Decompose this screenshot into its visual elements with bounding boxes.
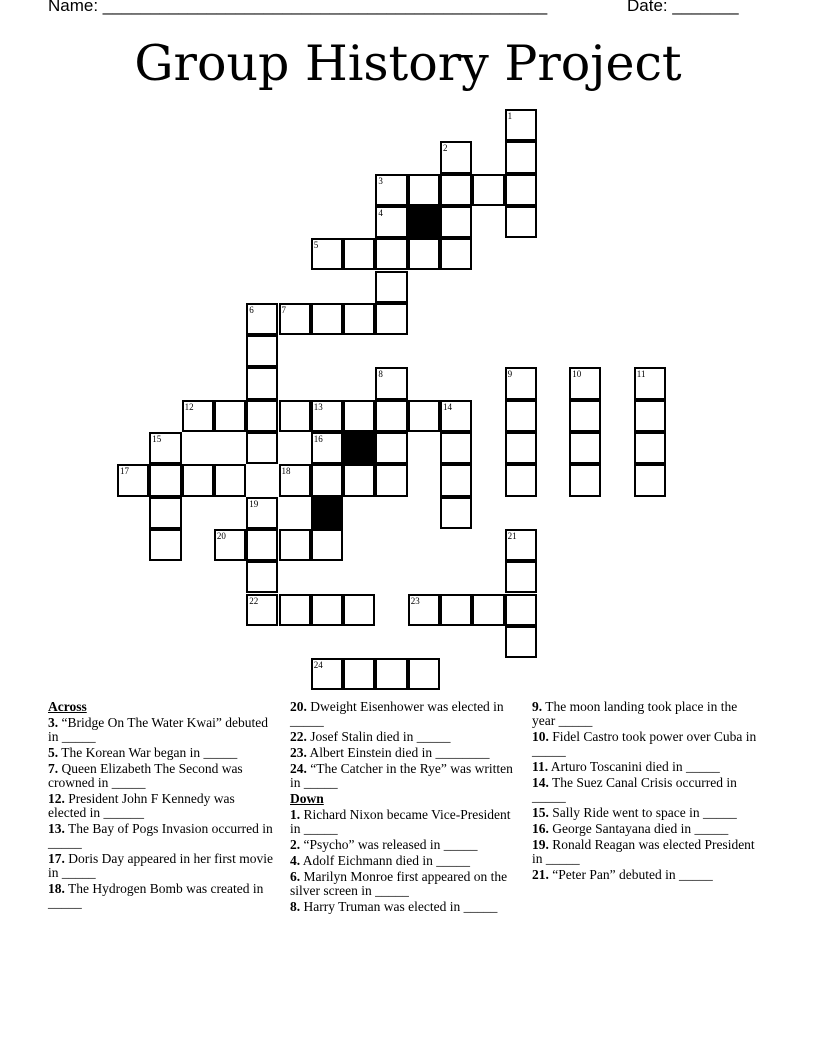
crossword-cell[interactable]	[375, 303, 407, 335]
cell-number: 7	[281, 304, 286, 315]
cell-number: 8	[378, 369, 383, 380]
crossword-block-cell	[408, 206, 440, 238]
clue-item	[290, 808, 516, 836]
crossword-cell[interactable]	[311, 432, 343, 464]
crossword-cell[interactable]	[343, 238, 375, 270]
crossword-cell[interactable]	[279, 529, 311, 561]
clue-number: 3.	[48, 715, 59, 730]
clue-number: 15.	[532, 805, 549, 820]
page-title: Group History Project	[134, 35, 682, 92]
clue-number: 7.	[48, 761, 59, 776]
crossword-cell[interactable]	[311, 464, 343, 496]
crossword-cell[interactable]	[408, 594, 440, 626]
crossword-cell[interactable]	[246, 303, 278, 335]
crossword-cell[interactable]	[343, 400, 375, 432]
cell-number: 6	[249, 304, 254, 315]
crossword-cell[interactable]	[505, 594, 537, 626]
clue-text: “Bridge On The Water Kwai” debuted in _____	[48, 715, 268, 744]
crossword-cell[interactable]	[505, 561, 537, 593]
cell-number: 18	[281, 466, 291, 477]
clue-text: Doris Day appeared in her first movie in _____	[48, 851, 273, 880]
date-field-label: Date: _______	[627, 0, 739, 15]
crossword-cell[interactable]	[408, 238, 440, 270]
clue-item	[290, 730, 516, 744]
crossword-cell[interactable]	[634, 367, 666, 399]
clue-number: 5.	[48, 745, 59, 760]
crossword-cell[interactable]	[440, 400, 472, 432]
clue-number: 2.	[290, 837, 301, 852]
cell-number: 3	[378, 175, 383, 186]
cell-number: 20	[216, 530, 226, 541]
crossword-cell[interactable]	[149, 432, 181, 464]
cell-number: 13	[313, 401, 323, 412]
crossword-cell[interactable]	[569, 400, 601, 432]
clue-number: 16.	[532, 821, 549, 836]
clue-text: Albert Einstein died in ________	[306, 745, 490, 760]
crossword-cell[interactable]	[149, 497, 181, 529]
clue-item	[532, 760, 758, 774]
cell-number: 24	[313, 660, 323, 671]
clue-number: 19.	[532, 837, 549, 852]
crossword-cell[interactable]	[214, 464, 246, 496]
crossword-cell[interactable]	[440, 238, 472, 270]
clue-item	[48, 746, 274, 760]
crossword-cell[interactable]	[214, 529, 246, 561]
crossword-cell[interactable]	[311, 594, 343, 626]
crossword-cell[interactable]	[311, 529, 343, 561]
crossword-cell[interactable]	[505, 432, 537, 464]
crossword-cell[interactable]	[246, 497, 278, 529]
crossword-cell[interactable]	[246, 335, 278, 367]
crossword-cell[interactable]	[408, 658, 440, 690]
cell-number: 12	[184, 401, 194, 412]
clue-number: 17.	[48, 851, 65, 866]
clue-item	[532, 868, 758, 882]
crossword-cell[interactable]	[505, 529, 537, 561]
crossword-cell[interactable]	[440, 174, 472, 206]
clue-section-heading: Across	[48, 699, 87, 714]
crossword-cell[interactable]	[375, 367, 407, 399]
clue-item	[48, 822, 274, 850]
crossword-cell[interactable]	[505, 400, 537, 432]
clue-number: 18.	[48, 881, 65, 896]
crossword-cell[interactable]	[408, 400, 440, 432]
clue-item	[290, 838, 516, 852]
clue-item	[290, 870, 516, 898]
clue-text: George Santayana died in _____	[548, 821, 729, 836]
crossword-cell[interactable]	[440, 497, 472, 529]
clue-number: 14.	[532, 775, 549, 790]
clue-item	[290, 854, 516, 868]
crossword-cell[interactable]	[634, 432, 666, 464]
clue-number: 4.	[290, 853, 301, 868]
clue-number: 13.	[48, 821, 65, 836]
cell-number: 4	[378, 207, 383, 218]
clue-text: The moon landing took place in the year _____	[532, 699, 738, 728]
crossword-cell[interactable]	[569, 464, 601, 496]
crossword-cell[interactable]	[343, 303, 375, 335]
clue-text: Adolf Eichmann died in _____	[300, 853, 470, 868]
clue-item	[48, 852, 274, 880]
crossword-cell[interactable]	[311, 238, 343, 270]
clue-number: 11.	[532, 759, 549, 774]
cell-number: 16	[313, 434, 323, 444]
cell-number: 9	[507, 369, 513, 380]
crossword-cell[interactable]	[311, 400, 343, 432]
cell-number: 15	[152, 434, 162, 444]
clue-number: 8.	[290, 899, 301, 914]
clue-item	[290, 900, 516, 914]
clues-column-3	[532, 700, 758, 884]
crossword-cell[interactable]	[149, 529, 181, 561]
crossword-cell[interactable]	[634, 464, 666, 496]
clue-text: Sally Ride went to space in _____	[548, 805, 737, 820]
clue-text: The Bay of Pogs Invasion occurred in _____	[48, 821, 273, 850]
cell-number: 14	[443, 401, 452, 412]
cell-number: 22	[249, 595, 259, 606]
crossword-cell[interactable]	[505, 206, 537, 238]
crossword-cell[interactable]	[440, 432, 472, 464]
crossword-cell[interactable]	[182, 464, 214, 496]
crossword-cell[interactable]	[375, 206, 407, 238]
crossword-cell[interactable]	[472, 174, 504, 206]
clue-item	[290, 746, 516, 760]
clue-item	[532, 776, 758, 804]
crossword-cell[interactable]	[375, 658, 407, 690]
clue-number: 23.	[290, 745, 307, 760]
crossword-cell[interactable]	[246, 432, 278, 464]
clue-text: The Korean War began in _____	[58, 745, 238, 760]
clue-number: 9.	[532, 699, 543, 714]
clue-text: Ronald Reagan was elected President in _____	[532, 837, 755, 866]
clue-text: President John F Kennedy was elected in ______	[48, 791, 235, 820]
crossword-cell[interactable]	[246, 400, 278, 432]
crossword-cell[interactable]	[408, 174, 440, 206]
crossword-cell[interactable]	[375, 432, 407, 464]
clue-number: 12.	[48, 791, 65, 806]
clues-column-2	[290, 700, 516, 916]
clue-section-heading: Down	[290, 791, 324, 806]
crossword-cell[interactable]	[246, 529, 278, 561]
crossword-cell[interactable]	[182, 400, 214, 432]
clue-item	[48, 716, 274, 744]
crossword-cell[interactable]	[311, 658, 343, 690]
clue-item	[48, 792, 274, 820]
clue-number: 6.	[290, 869, 301, 884]
crossword-cell[interactable]	[214, 400, 246, 432]
clue-number: 24.	[290, 761, 307, 776]
crossword-block-cell	[311, 497, 343, 529]
clue-item	[532, 822, 758, 836]
crossword-cell[interactable]	[505, 174, 537, 206]
cell-number: 11	[636, 369, 646, 380]
crossword-cell[interactable]	[246, 367, 278, 399]
clue-item	[532, 806, 758, 820]
cell-number: 23	[410, 595, 420, 606]
crossword-cell[interactable]	[279, 400, 311, 432]
crossword-cell[interactable]	[440, 594, 472, 626]
clue-item	[48, 882, 274, 910]
clue-number: 10.	[532, 729, 549, 744]
cell-number: 10	[572, 369, 582, 380]
crossword-cell[interactable]	[375, 238, 407, 270]
crossword-cell[interactable]	[505, 367, 537, 399]
clue-text: The Hydrogen Bomb was created in _____	[48, 881, 264, 910]
crossword-cell[interactable]	[311, 303, 343, 335]
clue-number: 20.	[290, 699, 307, 714]
clue-text: Richard Nixon became Vice-President in _____	[290, 807, 511, 836]
crossword-cell[interactable]	[375, 271, 407, 303]
crossword-cell[interactable]	[343, 658, 375, 690]
cell-number: 21	[507, 530, 517, 541]
clue-text: Dweight Eisenhower was elected in _____	[290, 699, 504, 728]
clue-item	[48, 762, 274, 790]
clue-text: Arturo Toscanini died in _____	[548, 759, 720, 774]
crossword-cell[interactable]	[375, 174, 407, 206]
crossword-cell[interactable]	[246, 561, 278, 593]
clue-item	[290, 700, 516, 728]
crossword-cell[interactable]	[505, 626, 537, 658]
clue-text: Marilyn Monroe first appeared on the silver screen in _____	[290, 869, 508, 898]
crossword-cell[interactable]	[279, 464, 311, 496]
cell-number: 19	[249, 498, 259, 509]
clue-item	[532, 730, 758, 758]
crossword-cell[interactable]	[279, 594, 311, 626]
crossword-cell[interactable]	[440, 464, 472, 496]
crossword-cell[interactable]	[634, 400, 666, 432]
crossword-cell[interactable]	[246, 594, 278, 626]
crossword-cell[interactable]	[279, 303, 311, 335]
crossword-cell[interactable]	[149, 464, 181, 496]
clue-text: Josef Stalin died in _____	[306, 729, 451, 744]
crossword-block-cell	[343, 432, 375, 464]
crossword-cell[interactable]	[505, 109, 537, 141]
crossword-cell[interactable]	[375, 464, 407, 496]
cell-number: 17	[120, 466, 129, 477]
clue-text: Fidel Castro took power over Cuba in _____	[532, 729, 757, 758]
crossword-cell[interactable]	[440, 206, 472, 238]
crossword-cell[interactable]	[472, 594, 504, 626]
cell-number: 2	[443, 143, 448, 154]
clue-text: Harry Truman was elected in _____	[300, 899, 498, 914]
clue-item	[532, 838, 758, 866]
crossword-cell[interactable]	[117, 464, 149, 496]
clue-text: “Peter Pan” debuted in _____	[548, 867, 713, 882]
clue-item	[290, 762, 516, 790]
clue-item	[532, 700, 758, 728]
clue-text: Queen Elizabeth The Second was crowned in _____	[48, 761, 243, 790]
cell-number: 1	[507, 111, 513, 121]
clues-column-1	[48, 700, 274, 912]
clue-number: 22.	[290, 729, 307, 744]
crossword-cell[interactable]	[569, 432, 601, 464]
crossword-cell[interactable]	[569, 367, 601, 399]
clue-text: The Suez Canal Crisis occurred in _____	[532, 775, 737, 804]
clue-number: 21.	[532, 867, 549, 882]
crossword-cell[interactable]	[375, 400, 407, 432]
crossword-cell[interactable]	[440, 141, 472, 173]
clue-text: “Psycho” was released in _____	[300, 837, 478, 852]
name-field-label: Name: _______________________________________________	[48, 0, 548, 15]
crossword-cell[interactable]	[505, 464, 537, 496]
clue-number: 1.	[290, 807, 301, 822]
cell-number: 5	[313, 240, 319, 251]
crossword-cell[interactable]	[343, 594, 375, 626]
crossword-cell[interactable]	[505, 141, 537, 173]
crossword-cell[interactable]	[343, 464, 375, 496]
clue-text: “The Catcher in the Rye” was written in _____	[290, 761, 513, 790]
